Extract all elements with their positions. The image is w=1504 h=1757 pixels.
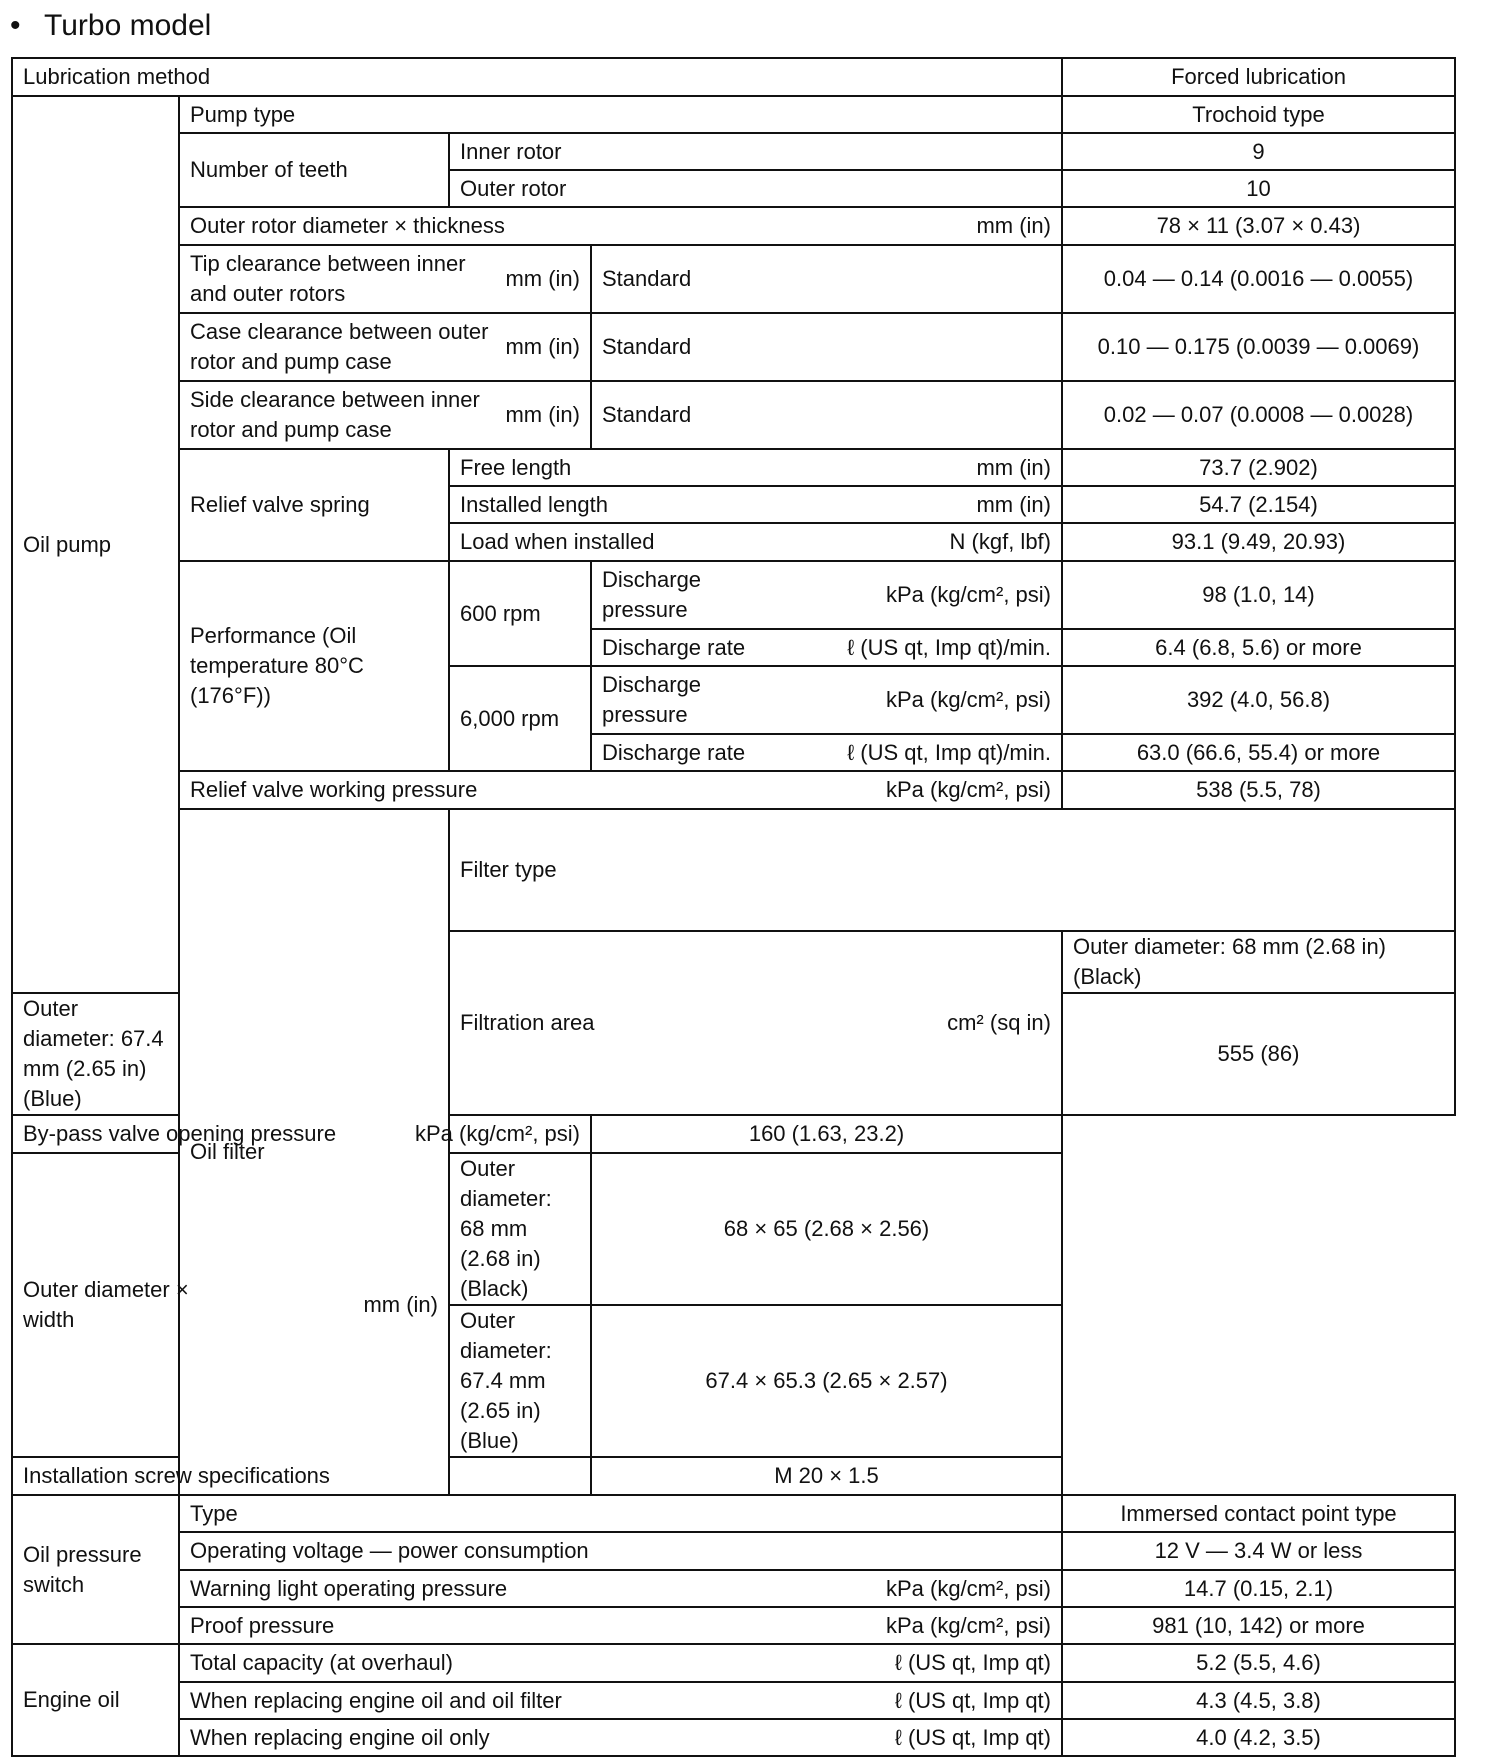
table-row: [12, 1570, 1455, 1607]
relief-pressure-unit: kPa (kg/cm², psi): [885, 777, 1051, 802]
table-row: [12, 449, 1455, 486]
warning-pressure-value: 14.7 (0.15, 2.1): [1062, 1570, 1455, 1607]
tip-clearance-value: 0.04 — 0.14 (0.0016 — 0.0055): [1062, 245, 1455, 313]
switch-type-value: Immersed contact point type: [1062, 1495, 1455, 1532]
free-length-unit: mm (in): [976, 454, 1051, 480]
rpm-6000-label: 6,000 rpm: [449, 666, 591, 771]
od-width-label: Outer diameter × width: [23, 1277, 189, 1332]
relief-spring-label: Relief valve spring: [179, 449, 449, 561]
outer-dim-value: 78 × 11 (3.07 × 0.43): [1062, 207, 1455, 245]
discharge-rate-600-label: Discharge rate: [602, 634, 746, 660]
table-row: [12, 1532, 1455, 1570]
relief-pressure-value: 538 (5.5, 78): [1062, 771, 1455, 809]
replace-oil-only-value: 4.0 (4.2, 3.5): [1062, 1719, 1455, 1756]
pump-type-label: Pump type: [179, 96, 1062, 133]
installed-length-value: 54.7 (2.154): [1062, 486, 1455, 523]
inner-rotor-label: Inner rotor: [449, 133, 1062, 170]
replace-oil-only-label: When replacing engine oil only: [190, 1724, 490, 1750]
discharge-pressure-600-value: 98 (1.0, 14): [1062, 561, 1455, 629]
load-installed-value: 93.1 (9.49, 20.93): [1062, 523, 1455, 561]
free-length-label: Free length: [460, 454, 572, 480]
voltage-value: 12 V — 3.4 W or less: [1062, 1532, 1455, 1570]
oil-filter-label: Oil filter: [179, 809, 449, 1495]
proof-pressure-unit: kPa (kg/cm², psi): [885, 1612, 1051, 1638]
outer-rotor-value: 10: [1062, 170, 1455, 207]
discharge-pressure-6000-label: Discharge pressure: [602, 672, 702, 727]
discharge-rate-6000-label: Discharge rate: [602, 739, 746, 765]
filtration-blue-value: 555 (86): [1062, 993, 1455, 1115]
table-row: [12, 245, 1455, 313]
oil-pressure-switch-label: Oil pressure switch: [12, 1495, 179, 1644]
table-row: [12, 561, 1455, 629]
oil-pump-label: Oil pump: [12, 96, 179, 993]
table-row: [12, 1115, 1455, 1153]
od-width-black-value: 68 × 65 (2.68 × 2.56): [591, 1153, 1062, 1305]
outer-dim-label: Outer rotor diameter × thickness: [190, 213, 505, 238]
od-width-black-label: Outer diameter: 68 mm (2.68 in) (Black): [449, 1153, 591, 1305]
replace-oil-only-unit: ℓ (US qt, Imp qt): [894, 1724, 1051, 1750]
bypass-label: By-pass valve opening pressure: [23, 1121, 337, 1146]
load-installed-label: Load when installed: [460, 529, 655, 554]
table-row: [12, 771, 1455, 809]
warning-pressure-label: Warning light operating pressure: [190, 1575, 508, 1601]
relief-pressure-label: Relief valve working pressure: [190, 777, 478, 802]
performance-label: Performance (Oil temperature 80°C (176°F)): [179, 561, 449, 771]
inner-rotor-value: 9: [1062, 133, 1455, 170]
teeth-label: Number of teeth: [179, 133, 449, 207]
table-row: [12, 1644, 1455, 1682]
bullet: •: [10, 9, 21, 42]
side-clearance-unit: mm (in): [505, 402, 580, 427]
table-row: [12, 58, 1455, 96]
discharge-rate-6000-unit: ℓ (US qt, Imp qt)/min.: [847, 739, 1051, 765]
case-clearance-label: Case clearance between outer rotor and pump case: [190, 319, 489, 374]
installed-length-label: Installed length: [460, 491, 608, 517]
table-row: [12, 381, 1455, 449]
table-row: [12, 1682, 1455, 1719]
proof-pressure-value: 981 (10, 142) or more: [1062, 1607, 1455, 1644]
engine-oil-label: Engine oil: [12, 1644, 179, 1756]
table-row: [12, 1607, 1455, 1644]
pump-type-value: Trochoid type: [1062, 96, 1455, 133]
case-clearance-unit: mm (in): [505, 334, 580, 359]
discharge-rate-600-unit: ℓ (US qt, Imp qt)/min.: [847, 634, 1051, 660]
outer-rotor-label: Outer rotor: [449, 170, 1062, 207]
table-row: [12, 809, 1455, 931]
od-width-blue-label: Outer diameter: 67.4 mm (2.65 in) (Blue): [449, 1305, 591, 1457]
side-clearance-value: 0.02 — 0.07 (0.0008 — 0.0028): [1062, 381, 1455, 449]
discharge-pressure-6000-value: 392 (4.0, 56.8): [1062, 666, 1455, 734]
page-heading: [10, 6, 211, 46]
replace-with-filter-unit: ℓ (US qt, Imp qt): [894, 1687, 1051, 1713]
tip-clearance-std: Standard: [591, 245, 1062, 313]
load-installed-unit: N (kgf, lbf): [949, 529, 1051, 554]
table-row: [12, 207, 1455, 245]
table-row: [12, 1495, 1455, 1532]
rpm-600-label: 600 rpm: [449, 561, 591, 666]
heading-title: Turbo model: [44, 9, 212, 42]
tip-clearance-unit: mm (in): [505, 266, 580, 291]
outer-dim-unit: mm (in): [976, 213, 1051, 238]
table-row: [12, 313, 1455, 381]
table-row: [12, 133, 1455, 170]
case-clearance-std: Standard: [591, 313, 1062, 381]
case-clearance-value: 0.10 — 0.175 (0.0039 — 0.0069): [1062, 313, 1455, 381]
warning-pressure-unit: kPa (kg/cm², psi): [885, 1575, 1051, 1601]
tip-clearance-label: Tip clearance between inner and outer rotors: [190, 251, 466, 306]
filter-type-label: Filter type: [449, 809, 1455, 931]
table-row: [12, 96, 1455, 133]
total-capacity-value: 5.2 (5.5, 4.6): [1062, 1644, 1455, 1682]
filtration-black-label: Outer diameter: 68 mm (2.68 in) (Black): [1062, 931, 1455, 993]
discharge-pressure-600-label: Discharge pressure: [602, 567, 702, 622]
filtration-area-unit: cm² (sq in): [947, 1010, 1051, 1035]
discharge-pressure-600-unit: kPa (kg/cm², psi): [885, 582, 1051, 607]
voltage-label: Operating voltage — power consumption: [179, 1532, 1062, 1570]
filtration-area-label: Filtration area: [460, 1010, 595, 1035]
total-capacity-unit: ℓ (US qt, Imp qt): [894, 1650, 1051, 1675]
proof-pressure-label: Proof pressure: [190, 1612, 335, 1638]
total-capacity-label: Total capacity (at overhaul): [190, 1650, 453, 1675]
table-row: [12, 1457, 1455, 1495]
table-row: [12, 1153, 1455, 1305]
lubrication-label: Lubrication method: [12, 58, 1062, 96]
spec-table: [11, 57, 1456, 1757]
replace-with-filter-value: 4.3 (4.5, 3.8): [1062, 1682, 1455, 1719]
screw-label: Installation screw specifications: [12, 1457, 591, 1495]
filtration-blue-label: Outer diameter: 67.4 mm (2.65 in) (Blue): [12, 993, 179, 1115]
bypass-unit: kPa (kg/cm², psi): [414, 1121, 580, 1146]
screw-value: M 20 × 1.5: [591, 1457, 1062, 1495]
switch-type-label: Type: [179, 1495, 1062, 1532]
table-row: [12, 1719, 1455, 1756]
free-length-value: 73.7 (2.902): [1062, 449, 1455, 486]
discharge-rate-6000-value: 63.0 (66.6, 55.4) or more: [1062, 734, 1455, 771]
bypass-value: 160 (1.63, 23.2): [591, 1115, 1062, 1153]
od-width-blue-value: 67.4 × 65.3 (2.65 × 2.57): [591, 1305, 1062, 1457]
replace-with-filter-label: When replacing engine oil and oil filter: [190, 1687, 562, 1713]
od-width-unit: mm (in): [363, 1292, 438, 1317]
side-clearance-label: Side clearance between inner rotor and pump case: [190, 387, 480, 442]
installed-length-unit: mm (in): [976, 491, 1051, 517]
lubrication-value: Forced lubrication: [1062, 58, 1455, 96]
discharge-rate-600-value: 6.4 (6.8, 5.6) or more: [1062, 629, 1455, 666]
discharge-pressure-6000-unit: kPa (kg/cm², psi): [885, 687, 1051, 712]
side-clearance-std: Standard: [591, 381, 1062, 449]
